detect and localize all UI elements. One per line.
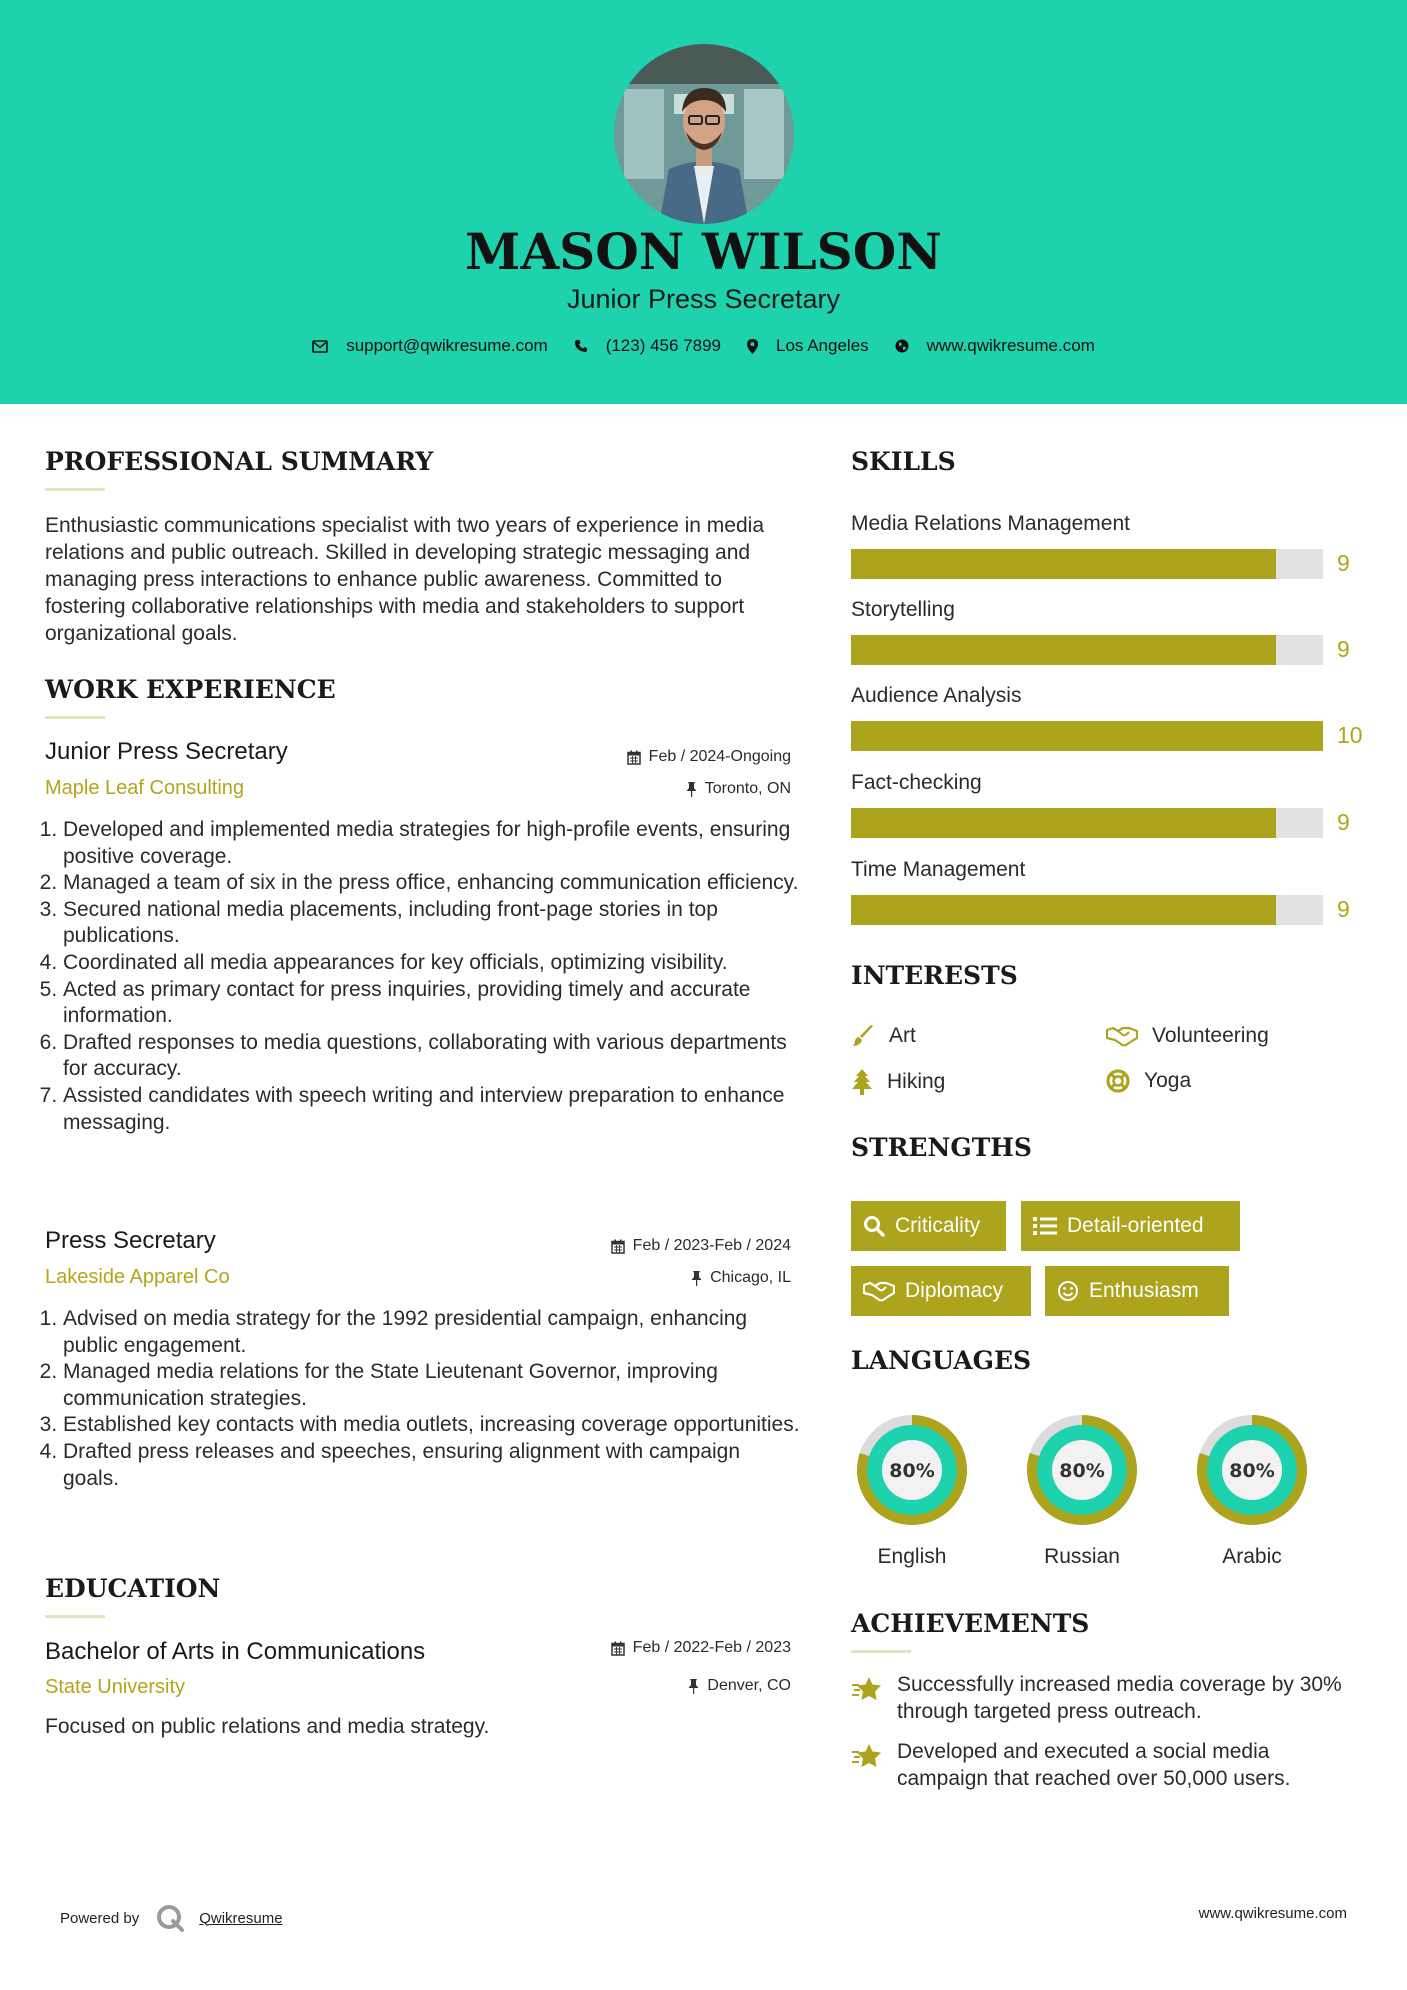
achievement-item — [851, 1671, 1361, 1725]
contact-location — [747, 336, 869, 356]
language-ring — [1191, 1409, 1313, 1531]
skill-value: 9 — [1337, 896, 1350, 922]
languages-heading: LANGUAGES — [851, 1346, 1032, 1375]
list-item: 6. Drafted responses to media questions, collaborating with various departments for accuracy. — [63, 1030, 800, 1083]
strength-tag — [1021, 1201, 1240, 1251]
map-marker-icon — [747, 339, 758, 354]
education-location — [500, 1677, 791, 1695]
list-item: 3. Secured national media placements, including front-page stories in top publications. — [63, 897, 800, 950]
strength-tag — [851, 1266, 1031, 1316]
list-icon — [1033, 1216, 1057, 1236]
skill-label: Storytelling — [851, 598, 955, 621]
skill-bar-fill — [851, 721, 1323, 751]
job-location — [500, 780, 791, 798]
language-label: Russian — [1044, 1545, 1120, 1568]
interest-item — [851, 1024, 916, 1048]
list-item: 5. Acted as primary contact for press inquiries, providing timely and accurate information. — [63, 977, 800, 1030]
school-name: State University — [45, 1676, 186, 1698]
job-dates — [500, 1237, 791, 1255]
contact-phone[interactable] — [574, 336, 721, 356]
language-percent: 80% — [1229, 1460, 1275, 1482]
list-item: 1. Developed and implemented media strategies for high-profile events, ensuring positive coverage. — [63, 817, 800, 870]
job-dates-text: Feb / 2023-Feb / 2024 — [632, 1237, 791, 1254]
handshake-icon — [1106, 1025, 1138, 1047]
skill-value: 9 — [1337, 809, 1350, 835]
job-title: Junior Press Secretary — [45, 738, 288, 765]
job-title: Press Secretary — [45, 1227, 216, 1254]
achievement-text: Developed and executed a social media campaign that reached over 50,000 users. — [897, 1740, 1291, 1790]
list-item: 7. Assisted candidates with speech writing and interview preparation to enhance messaging. — [63, 1083, 800, 1136]
powered-by-text: Powered by — [60, 1909, 140, 1927]
star-badge-icon — [851, 1742, 883, 1770]
contact-bar — [0, 336, 1407, 356]
job-duties — [45, 817, 800, 1136]
job-location — [500, 1269, 791, 1287]
interest-label: Hiking — [887, 1070, 946, 1093]
language-label: Arabic — [1222, 1545, 1282, 1568]
skill-label: Time Management — [851, 858, 1026, 881]
strengths-heading: STRENGTHS — [851, 1133, 1032, 1162]
job-company: Maple Leaf Consulting — [45, 777, 245, 799]
education-heading: EDUCATION — [45, 1574, 221, 1603]
interest-label: Yoga — [1144, 1069, 1192, 1092]
calendar-icon — [627, 750, 641, 765]
education-note: Focused on public relations and media strategy. — [45, 1715, 490, 1738]
language-ring — [851, 1409, 973, 1531]
brush-icon — [851, 1024, 875, 1048]
skill-label: Audience Analysis — [851, 684, 1022, 707]
tree-icon — [851, 1069, 873, 1095]
strength-label: Detail-oriented — [1067, 1214, 1204, 1237]
header — [0, 0, 1407, 404]
search-icon — [863, 1215, 885, 1237]
pin-icon — [686, 782, 697, 797]
skill-bar — [851, 549, 1323, 579]
handshake-icon — [863, 1280, 895, 1302]
pin-icon — [688, 1679, 699, 1694]
language-label: English — [877, 1545, 947, 1568]
strength-label: Criticality — [895, 1214, 981, 1237]
envelope-icon — [312, 340, 328, 353]
skill-bar-fill — [851, 549, 1276, 579]
experience-divider — [45, 716, 105, 719]
job-location-text: Toronto, ON — [704, 780, 791, 797]
job-dates-text: Feb / 2024-Ongoing — [648, 748, 791, 765]
education-location-text: Denver, CO — [707, 1677, 791, 1694]
job-location-text: Chicago, IL — [710, 1269, 791, 1286]
skill-value: 9 — [1337, 550, 1350, 576]
strength-tag — [1045, 1266, 1229, 1316]
degree-title: Bachelor of Arts in Communications — [45, 1638, 426, 1665]
skill-value: 9 — [1337, 636, 1350, 662]
strength-tag — [851, 1201, 1006, 1251]
achievements-divider — [851, 1650, 911, 1653]
experience-heading: WORK EXPERIENCE — [45, 675, 336, 704]
skill-label: Fact-checking — [851, 771, 982, 794]
skill-bar — [851, 635, 1323, 665]
language-ring — [1021, 1409, 1143, 1531]
skill-value: 10 — [1337, 722, 1363, 748]
profile-photo — [614, 44, 794, 224]
job-duties — [45, 1306, 800, 1492]
interest-label: Volunteering — [1152, 1024, 1269, 1047]
interest-item — [851, 1069, 945, 1095]
candidate-title: Junior Press Secretary — [566, 284, 841, 314]
achievement-text: Successfully increased media coverage by 30% through targeted press outreach. — [897, 1673, 1342, 1723]
list-item: 4. Coordinated all media appearances for key officials, optimizing visibility. — [63, 950, 800, 977]
qwikresume-link[interactable]: Qwikresume — [199, 1909, 283, 1927]
language-percent: 80% — [889, 1460, 935, 1482]
education-dates-text: Feb / 2022-Feb / 2023 — [632, 1639, 791, 1656]
qwikresume-logo-icon — [155, 1903, 185, 1933]
calendar-icon — [611, 1641, 625, 1656]
interest-item — [1106, 1024, 1269, 1048]
summary-divider — [45, 488, 105, 491]
education-divider — [45, 1615, 105, 1618]
lifebuoy-icon — [1106, 1069, 1130, 1093]
skill-bar-fill — [851, 635, 1276, 665]
contact-email[interactable] — [312, 336, 548, 356]
globe-icon — [895, 339, 909, 353]
list-item: 2. Managed media relations for the State Lieutenant Governor, improving communication strategies. — [63, 1359, 800, 1412]
strength-label: Diplomacy — [905, 1279, 1004, 1302]
candidate-name: MASON WILSON — [465, 222, 942, 281]
website-text: www.qwikresume.com — [926, 336, 1095, 355]
star-badge-icon — [851, 1675, 883, 1703]
phone-text: (123) 456 7899 — [605, 336, 722, 355]
contact-website[interactable] — [895, 336, 1095, 356]
interest-item — [1106, 1069, 1191, 1093]
interest-label: Art — [889, 1024, 916, 1047]
job-dates — [500, 748, 791, 766]
strength-label: Enthusiasm — [1089, 1279, 1199, 1302]
smile-icon — [1057, 1280, 1079, 1302]
skill-bar — [851, 808, 1323, 838]
language-percent: 80% — [1059, 1460, 1105, 1482]
education-dates — [500, 1639, 791, 1657]
skill-label: Media Relations Management — [851, 512, 1130, 535]
email-text: support@qwikresume.com — [346, 336, 548, 355]
list-item: 1. Advised on media strategy for the 1992 presidential campaign, enhancing public engagement. — [63, 1306, 800, 1359]
skill-bar-fill — [851, 895, 1276, 925]
achievement-item — [851, 1738, 1361, 1792]
skill-bar — [851, 721, 1323, 751]
location-text: Los Angeles — [776, 336, 869, 355]
achievements-heading: ACHIEVEMENTS — [851, 1609, 1090, 1638]
summary-heading: PROFESSIONAL SUMMARY — [45, 447, 434, 476]
footer-website[interactable]: www.qwikresume.com — [1198, 1905, 1347, 1922]
interests-heading: INTERESTS — [851, 961, 1018, 990]
skills-heading: SKILLS — [851, 447, 956, 476]
list-item: 2. Managed a team of six in the press office, enhancing communication efficiency. — [63, 870, 800, 897]
calendar-icon — [611, 1239, 625, 1254]
list-item: 3. Established key contacts with media outlets, increasing coverage opportunities. — [63, 1412, 800, 1439]
skill-bar-fill — [851, 808, 1276, 838]
list-item: 4. Drafted press releases and speeches, ensuring alignment with campaign goals. — [63, 1439, 800, 1492]
footer-branding — [60, 1903, 283, 1933]
job-company: Lakeside Apparel Co — [45, 1266, 230, 1288]
pin-icon — [691, 1271, 702, 1286]
summary-text: Enthusiastic communications specialist with two years of experience in media relations and public outreach. Skilled in developing strategic messaging and managing press interactions to enhance public awareness. Committed to fostering collaborative relationships with media and stakeholders to support organizational goals. — [45, 514, 764, 645]
phone-icon — [574, 339, 588, 353]
skill-bar — [851, 895, 1323, 925]
